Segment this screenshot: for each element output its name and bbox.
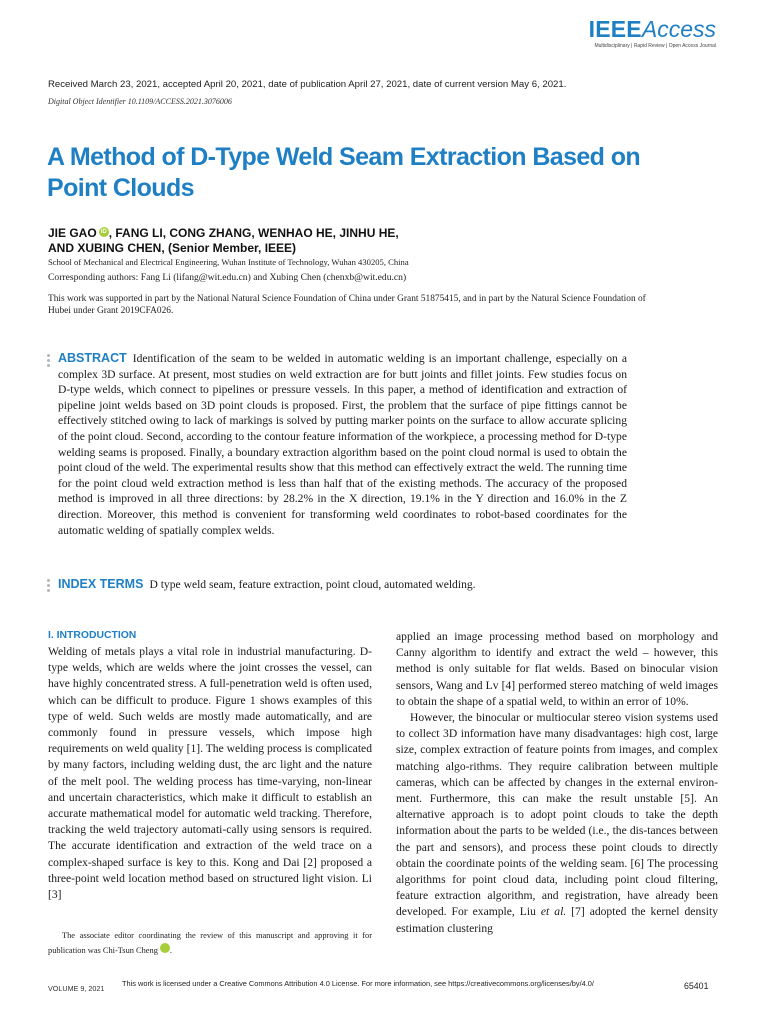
- corresponding-authors: Corresponding authors: Fang Li (lifang@wit.edu.cn) and Xubing Chen (chenxb@wit.edu.cn): [48, 272, 407, 283]
- abstract: [58, 351, 627, 538]
- abstract-heading: ABSTRACT: [58, 351, 127, 365]
- footer-license: This work is licensed under a Creative Commons Attribution 4.0 License. For more information, see https://creativecommons.org/licenses/by/4.0/: [122, 979, 594, 988]
- logo-tagline: Multidisciplinary | Rapid Review | Open Access Journal: [594, 43, 716, 49]
- author-line2: AND XUBING CHEN, (Senior Member, IEEE): [48, 241, 297, 255]
- orcid-icon[interactable]: iD: [100, 229, 107, 235]
- footnote-text: The associate editor coordinating the review of this manuscript and approving it for publication was Chi-Tsun Cheng: [48, 931, 372, 955]
- body-left-column: [48, 629, 372, 903]
- intro-paragraph-1: Welding of metals plays a vital role in industrial manufacturing. D-type welds, which are welds where the joint crosses the vessel, can have highly concentrated stress. A full-penetration weld is often used, which can be difficult to produce. Figure 1 shows examples of this type of weld. Such welds are mostly made automatically, and are commonly found in pressure vessels, which impose high requirements on weld quality [1]. The welding process is complicated by many factors, including welding dust, the arc light and the nature of the melt pool. The welding process has time-varying, non-linear and uncertain characteristics, which make it difficult to establish an accurate mathematical model for automatic weld tracking. Therefore, tracking the weld trajectory automati-cally using sensors is required. The accurate identification and extraction of the weld trace on a complex-shaped surface is key to this. Kong and Dai [2] proposed a three-point weld location method based on structured light vision. Li [3]: [48, 645, 372, 902]
- affiliation: School of Mechanical and Electrical Engineering, Wuhan Institute of Technology, Wuhan 430205, China: [48, 257, 409, 267]
- editor-orcid-icon[interactable]: iD: [160, 943, 170, 953]
- received-dates: Received March 23, 2021, accepted April 20, 2021, date of publication April 27, 2021, date of current version May 6, 2021.: [48, 79, 567, 90]
- intro-paragraph-2: applied an image processing method based on morphology and Canny algorithm to identify and extract the weld – however, this method is only suitable for flat welds. Based on binocular vision sensors, Wang and Lv [4] performed stereo matching of weld images to obtain the shape of a spatial weld, to within an error of 10%.: [396, 630, 718, 708]
- abstract-marker-icon: [47, 354, 51, 369]
- body-right-column: [396, 629, 718, 937]
- journal-logo: [586, 18, 716, 49]
- index-terms-text: D type weld seam, feature extraction, point cloud, automated welding.: [149, 578, 476, 591]
- page-number: 65401: [684, 981, 709, 991]
- intro-etal: et al.: [540, 905, 567, 919]
- author-rest: , FANG LI, CONG ZHANG, WENHAO HE, JINHU HE,: [108, 226, 399, 240]
- index-terms-marker-icon: [47, 579, 51, 594]
- footnote-end: .: [169, 946, 172, 955]
- intro-paragraph-3-end: [7] adopted the kernel density estimation clustering: [396, 905, 718, 935]
- author-list: [48, 226, 608, 256]
- section-heading-introduction: I. INTRODUCTION: [48, 630, 137, 641]
- paper-title: A Method of D-Type Weld Seam Extraction Based on Point Clouds: [47, 143, 641, 202]
- logo-ieee: IEEE: [588, 16, 642, 42]
- intro-paragraph-3: [396, 710, 718, 937]
- funding-note: This work was supported in part by the National Natural Science Foundation of China under Grant 51875415, and in part by the Natural Science Foundation of Hubei under Grant 2019CFA026.: [48, 294, 646, 316]
- index-terms-heading: INDEX TERMS: [58, 577, 144, 591]
- author-first: JIE GAO: [48, 226, 97, 240]
- logo-access: Access: [641, 16, 716, 42]
- editor-footnote: [48, 928, 372, 958]
- doi-line: Digital Object Identifier 10.1109/ACCESS.2021.3076006: [48, 97, 232, 106]
- index-terms: [58, 577, 658, 592]
- abstract-text: Identification of the seam to be welded in automatic welding is an important challenge, especially on a complex 3D surface. At present, most studies on weld extraction are for butt joints and fillet joints. Few studies focus on D-type welds, which connect to pipelines or pressure vessels. In this paper, a method of identification and extraction of pipeline joint welds based on 3D point clouds is proposed. First, the problem that the surface of pipe fittings cannot be effectively stitched owing to lack of markings is solved by putting marker points on the surface to allow accurate splicing of the point cloud. Second, according to the contour feature information of the workpiece, a processing method for D-type welding seams is proposed. Finally, a boundary extraction algorithm based on the point cloud normal is used to obtain the point cloud of the weld. The experimental results show that this method can effectively extract the weld. The running time for the point cloud weld extraction method is less than half that of the existing methods. The accuracy of the proposed method is improved in all three directions: by 28.2% in the X direction, 19.1% in the Y direction and 16.0% in the Z direction. Moreover, this method is convenient for transforming weld coordinates to robot-based coordinates for the automatic welding of spatially complex welds.: [58, 352, 627, 537]
- footer-volume: VOLUME 9, 2021: [48, 984, 105, 993]
- intro-paragraph-3-text: However, the binocular or multiocular stereo vision systems used to collect 3D information have many disadvantages: high cost, large size, complex extraction of feature points from images, and complex matching algo-rithms. They require calibration between multiple cameras, which can be affected by changes in the external environ-ment. Furthermore, this can make the result unstable [5]. An alternative approach is to adopt point clouds to take the depth information about the parts to be welded (i.e., the dis-tances between the part and sensors), and process these point clouds to directly obtain the coordinate points of the welding seam. [6] The processing algorithms for point cloud data, including point cloud filtering, feature extraction algorithm, and registration, have already been developed. For example, Liu: [396, 711, 718, 919]
